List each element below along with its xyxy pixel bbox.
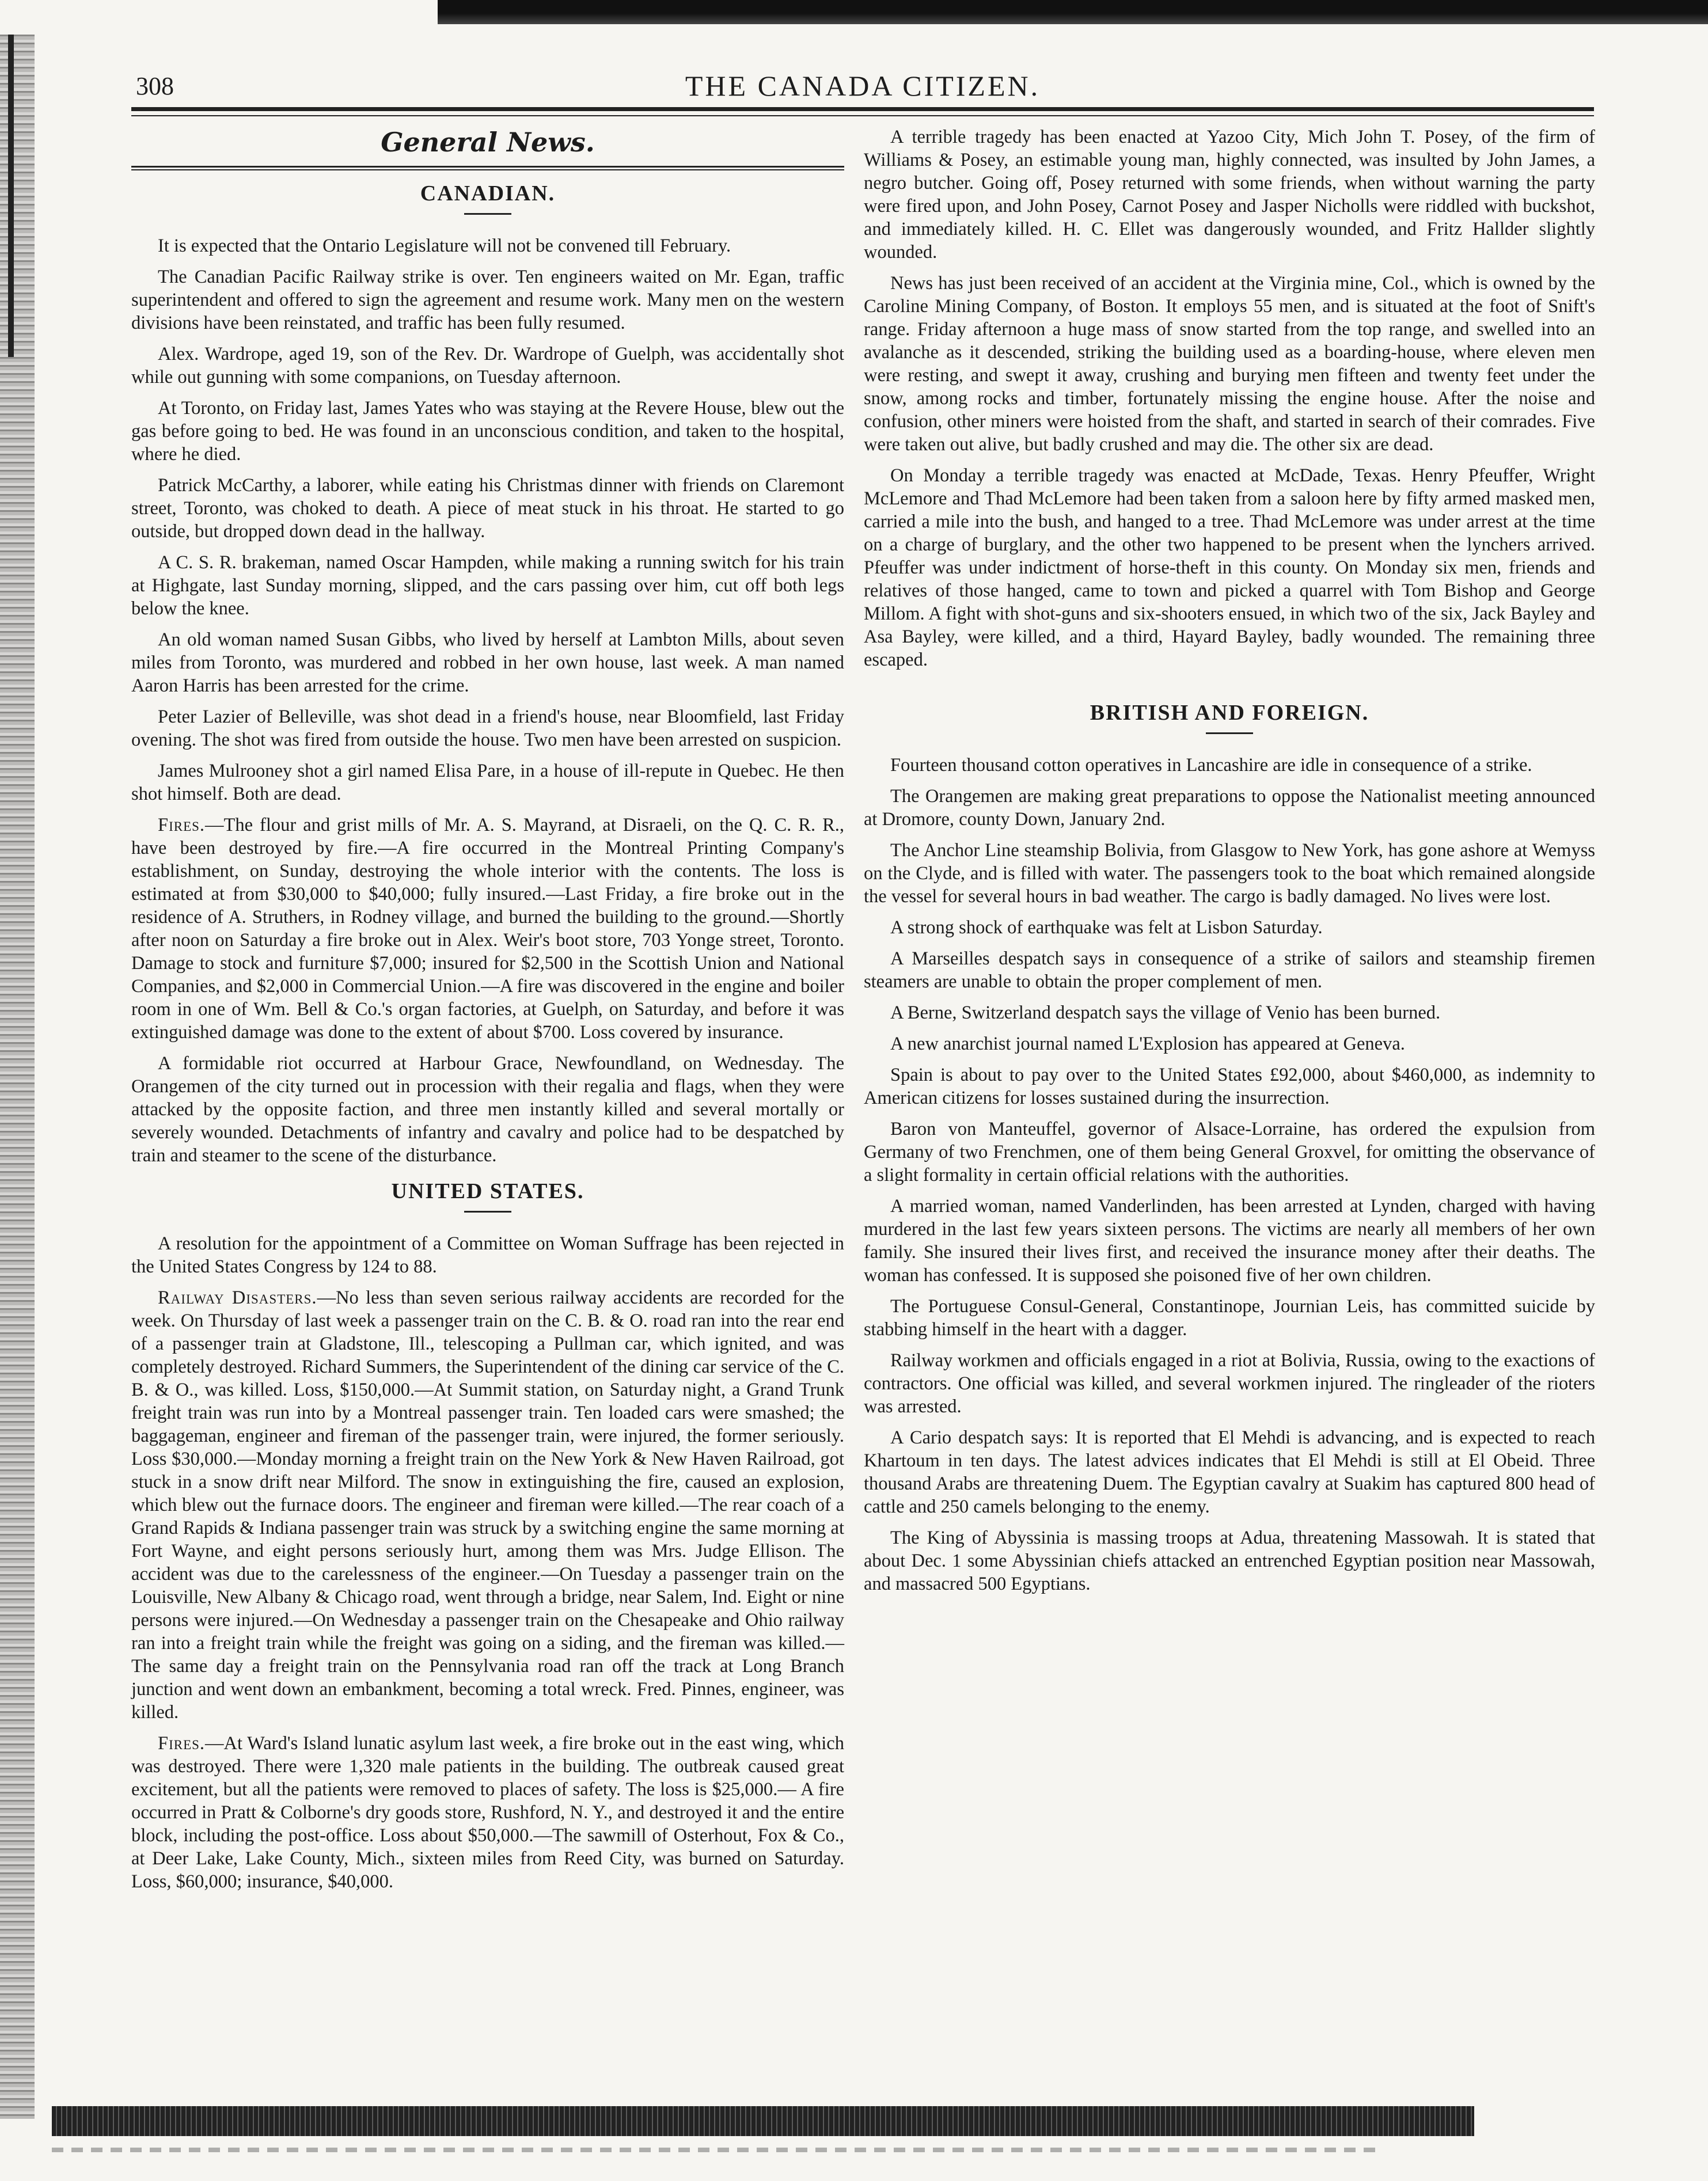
fires-text: —The flour and grist mills of Mr. A. S. Mayrand, at Disraeli, on the Q. C. R. R., have been destroyed by fire.—A fire occurred in the Montreal Printing Company's establishment, on Sunday, destroying the whole interior with the contents. The loss is estimated at from $30,000 to $40,000; fully insured.—Last Friday, a fire broke out in the residence of A. Struthers, in Rodney village, and burned the building to the ground.—Shortly after noon on Saturday a fire broke out in Alex. Weir's boot store, 703 Yonge street, Toronto. Damage to stock and furniture $7,000; insured for $2,500 in the Scottish Union and National Companies, and $2,000 in Commercial Union.—A fire was discovered in the engine and boiler room in one of Wm. Bell & Co.'s organ factories, at Guelph, on Saturday, and before it was extinguished damage was done to the extent of about $700. Loss covered by insurance. xyxy=(131,815,844,1043)
scan-edge-bottom xyxy=(52,2106,1474,2136)
us-railway-paragraph xyxy=(131,1286,844,1724)
page-number: 308 xyxy=(136,72,174,100)
scan-edge-top xyxy=(438,0,1708,24)
us-fires-paragraph xyxy=(131,1732,844,1893)
page-header xyxy=(131,68,1594,108)
header-rule-thick xyxy=(131,107,1594,111)
foreign-paragraph: The Anchor Line steamship Bolivia, from Glasgow to New York, has gone ashore at Wemyss on the Clyde, and is filled with water. The passengers took to the boat which remained alongside the vessel for several hours in bad weather. The cargo is badly damaged. No lives were lost. xyxy=(864,840,1595,907)
section-rule xyxy=(464,213,511,215)
foreign-paragraph: Baron von Manteuffel, governor of Alsace-Lorraine, has ordered the expulsion from Germany of two Frenchmen, one of them being General Groxvel, for omitting the observance of a slight formality in certain official relations with the authorities. xyxy=(864,1119,1595,1186)
foreign-paragraph: A new anarchist journal named L'Explosion has appeared at Geneva. xyxy=(890,1033,1405,1054)
foreign-paragraph: Railway workmen and officials engaged in a riot at Bolivia, Russia, owing to the exactions of contractors. One official was killed, and several workmen injured. The ringleader of the rioters was arrested. xyxy=(864,1350,1595,1417)
foreign-paragraph: A married woman, named Vanderlinden, has been arrested at Lynden, charged with having murdered in the last few years sixteen persons. The victims are nearly all members of her own family. She insured their lives first, and received the insurance money after their deaths. The woman has confessed. It is supposed she poisoned five of her own children. xyxy=(864,1196,1595,1286)
scan-edge-bottom-noise xyxy=(52,2148,1376,2152)
department-heading: General News. xyxy=(381,127,595,158)
fires-text: —At Ward's Island lunatic asylum last week, a fire broke out in the east wing, which was destroyed. There were 1,320 male patients in the building. The outbreak caused great excitement, but all the patients were removed to places of safety. The loss is $25,000.— A fire occurred in Pratt & Colborne's dry goods store, Rushford, N. Y., and destroyed it and the entire block, including the post-office. Loss about $50,000.—The sawmill of Osterhout, Fox & Co., at Deer Lake, Lake County, Mich., sixteen miles from Reed City, was burned on Saturday. Loss, $60,000; insurance, $40,000. xyxy=(131,1733,844,1892)
us-paragraph: A terrible tragedy has been enacted at Yazoo City, Mich John T. Posey, of the firm of Williams & Posey, an estimable young man, highly connected, was insulted by John James, a negro butcher. Going off, Posey returned with some friends, when without warning the party were fired upon, and John Posey, Carnot Posey and Jasper Nicholls were riddled with buckshot, and immediately killed. H. C. Ellet was dangerously wounded, and Fritz Hallder slightly wounded. xyxy=(864,127,1595,263)
foreign-paragraph: A Cario despatch says: It is reported that El Mehdi is advancing, and is expected to reach Khartoum in ten days. The latest advices indicates that El Mehdi is still at El Obeid. Three thousand Arabs are threatening Duem. The Egyptian cavalry at Suakim has captured 800 head of cattle and 250 camels belonging to the enemy. xyxy=(864,1427,1595,1517)
canadian-paragraph: James Mulrooney shot a girl named Elisa Pare, in a house of ill-repute in Quebec. He then shot himself. Both are dead. xyxy=(131,761,844,804)
us-paragraph: News has just been received of an accident at the Virginia mine, Col., which is owned by the Caroline Mining Company, of Boston. It employs 55 men, and is situated at the foot of Snift's range. Friday afternoon a huge mass of snow started from the top range, and swelled into an avalanche as it descended, striking the building used as a boarding-house, where eleven men were resting, and swept it away, crushing and burying men fifteen and twenty feet under the snow, among rocks and timber, fortunately missing the engine house. After the noise and confusion, other miners were hoisted from the shaft, and started in search of their comrades. Five were taken out alive, but badly crushed and may die. The other six are dead. xyxy=(864,273,1595,455)
department-rule xyxy=(131,166,844,168)
foreign-paragraph: The Orangemen are making great preparations to oppose the Nationalist meeting announced at Dromore, county Down, January 2nd. xyxy=(864,786,1595,830)
section-title-united-states: UNITED STATES. xyxy=(391,1179,584,1203)
canadian-paragraph: A formidable riot occurred at Harbour Grace, Newfoundland, on Wednesday. The Orangemen of the city turned out in procession with their regalia and flags, when they were attacked by the opposite faction, and three men instantly killed and several mortally or severely wounded. Detachments of infantry and cavalry and police had to be despatched by train and steamer to the scene of the disturbance. xyxy=(131,1053,844,1166)
railway-kicker: Railway Disasters. xyxy=(158,1287,317,1308)
section-rule xyxy=(464,1211,511,1213)
canadian-paragraph: Alex. Wardrope, aged 19, son of the Rev. Dr. Wardrope of Guelph, was accidentally shot while out gunning with some companions, on Tuesday afternoon. xyxy=(131,344,844,387)
canadian-paragraph: A C. S. R. brakeman, named Oscar Hampden, while making a running switch for his train at Highgate, last Sunday morning, slipped, and the cars passing over him, cut off both legs below the knee. xyxy=(131,552,844,619)
section-rule xyxy=(1206,732,1253,734)
canadian-fires-paragraph xyxy=(131,814,844,1044)
canadian-paragraph: At Toronto, on Friday last, James Yates who was staying at the Revere House, blew out the gas before going to bed. He was found in an unconscious condition, and taken to the hospital, where he died. xyxy=(131,398,844,465)
railway-text: —No less than seven serious railway accidents are recorded for the week. On Thursday of last week a passenger train on the C. B. & O. road ran into the rear end of a passenger train at Gladstone, Ill., telescoping a Pullman car, which ignited, and was completely destroyed. Richard Summers, the Superintendent of the dining car service of the C. B. & O., was killed. Loss, $150,000.—At Summit station, on Saturday night, a Grand Trunk freight train was run into by a Montreal passenger train. Ten loaded cars were smashed; the baggageman, engineer and fireman of the passenger train, were injured, the former seriously. Loss $30,000.—Monday morning a freight train on the New York & New Haven Railroad, got stuck in a snow drift near Milford. The snow in extinguishing the fire, caused an explosion, which blew out the furnace doors. The engineer and fireman were killed.—The rear coach of a Grand Rapids & Indiana passenger train was struck by a switching engine the same morning at Fort Wayne, and eight persons seriously hurt, among them was Mrs. Judge Ellison. The accident was due to the carelessness of the engineer.—On Tuesday a passenger train on the Louisville, New Albany & Chicago road, went through a bridge, near Salem, Ind. Eight or nine persons were injured.—On Wednesday a passenger train on the Chesapeake and Ohio railway ran into a freight train while the freight was going on a siding, and the fireman was killed.—The same day a freight train on the Pennsylvania road ran off the track at Long Branch junction and went down an embankment, becoming a total wreck. Fred. Pinnes, engineer, was killed. xyxy=(131,1287,844,1723)
foreign-paragraph: A Berne, Switzerland despatch says the village of Venio has been burned. xyxy=(890,1002,1441,1023)
fires-kicker: Fires. xyxy=(158,1733,206,1754)
binding-shadow xyxy=(8,35,14,357)
canadian-paragraph: It is expected that the Ontario Legislature will not be convened till February. xyxy=(158,235,731,256)
foreign-paragraph: A Marseilles despatch says in consequence of a strike of sailors and steamship firemen steamers are unable to obtain the proper complement of men. xyxy=(864,948,1595,992)
section-title-british-foreign: BRITISH AND FOREIGN. xyxy=(1090,701,1369,725)
header-rule-thin xyxy=(131,115,1594,116)
foreign-paragraph: Fourteen thousand cotton operatives in Lancashire are idle in consequence of a strike. xyxy=(890,755,1532,776)
newspaper-title: THE CANADA CITIZEN. xyxy=(685,70,1041,102)
right-column xyxy=(864,126,1595,1604)
canadian-paragraph: Peter Lazier of Belleville, was shot dead in a friend's house, near Bloomfield, last Friday ovening. The shot was fired from outside the house. Two men have been arrested on suspicion. xyxy=(131,706,844,750)
canadian-paragraph: An old woman named Susan Gibbs, who lived by herself at Lambton Mills, about seven miles from Toronto, was murdered and robbed in her own house, last week. A man named Aaron Harris has been arrested for the crime. xyxy=(131,629,844,696)
foreign-paragraph: A strong shock of earthquake was felt at Lisbon Saturday. xyxy=(890,917,1323,938)
section-title-canadian: CANADIAN. xyxy=(420,181,556,206)
foreign-paragraph: The Portuguese Consul-General, Constantinope, Journian Leis, has committed suicide by stabbing himself in the heart with a dagger. xyxy=(864,1296,1595,1340)
us-paragraph: A resolution for the appointment of a Committee on Woman Suffrage has been rejected in the United States Congress by 124 to 88. xyxy=(131,1233,844,1277)
department-rule-thin xyxy=(131,169,844,170)
canadian-paragraph: Patrick McCarthy, a laborer, while eating his Christmas dinner with friends on Claremont street, Toronto, was choked to death. A piece of meat stuck in his throat. He started to go outside, but dropped down dead in the hallway. xyxy=(131,475,844,542)
canadian-paragraph: The Canadian Pacific Railway strike is over. Ten engineers waited on Mr. Egan, traffic superintendent and offered to sign the agreement and resume work. Many men on the western divisions have been reinstated, and traffic has been fully resumed. xyxy=(131,267,844,333)
foreign-paragraph: The King of Abyssinia is massing troops at Adua, threatening Massowah. It is stated that about Dec. 1 some Abyssinian chiefs attacked an entrenched Egyptian position near Massowah, and massacred 500 Egyptians. xyxy=(864,1528,1595,1594)
left-column xyxy=(131,126,844,1901)
foreign-paragraph: Spain is about to pay over to the United States £92,000, about $460,000, as indemnity to American citizens for losses sustained during the insurrection. xyxy=(864,1065,1595,1108)
fires-kicker: Fires. xyxy=(158,815,206,835)
binding-edge xyxy=(0,35,35,2119)
us-paragraph: On Monday a terrible tragedy was enacted at McDade, Texas. Henry Pfeuffer, Wright McLemore and Thad McLemore had been taken from a saloon here by fifty armed masked men, carried a mile into the bush, and hanged to a tree. Thad McLemore was under arrest at the time on a charge of burglary, and the other two happened to be present when the lynchers arrived. Pfeuffer was under indictment of horse-theft in this county. On Monday six men, friends and relatives of those hanged, came to town and picked a quarrel with Tom Bishop and George Millom. A fight with shot-guns and six-shooters ensued, in which two of the six, Jack Bayley and Asa Bayley, were killed, and a third, Hayard Bayley, badly wounded. The remaining three escaped. xyxy=(864,465,1595,670)
